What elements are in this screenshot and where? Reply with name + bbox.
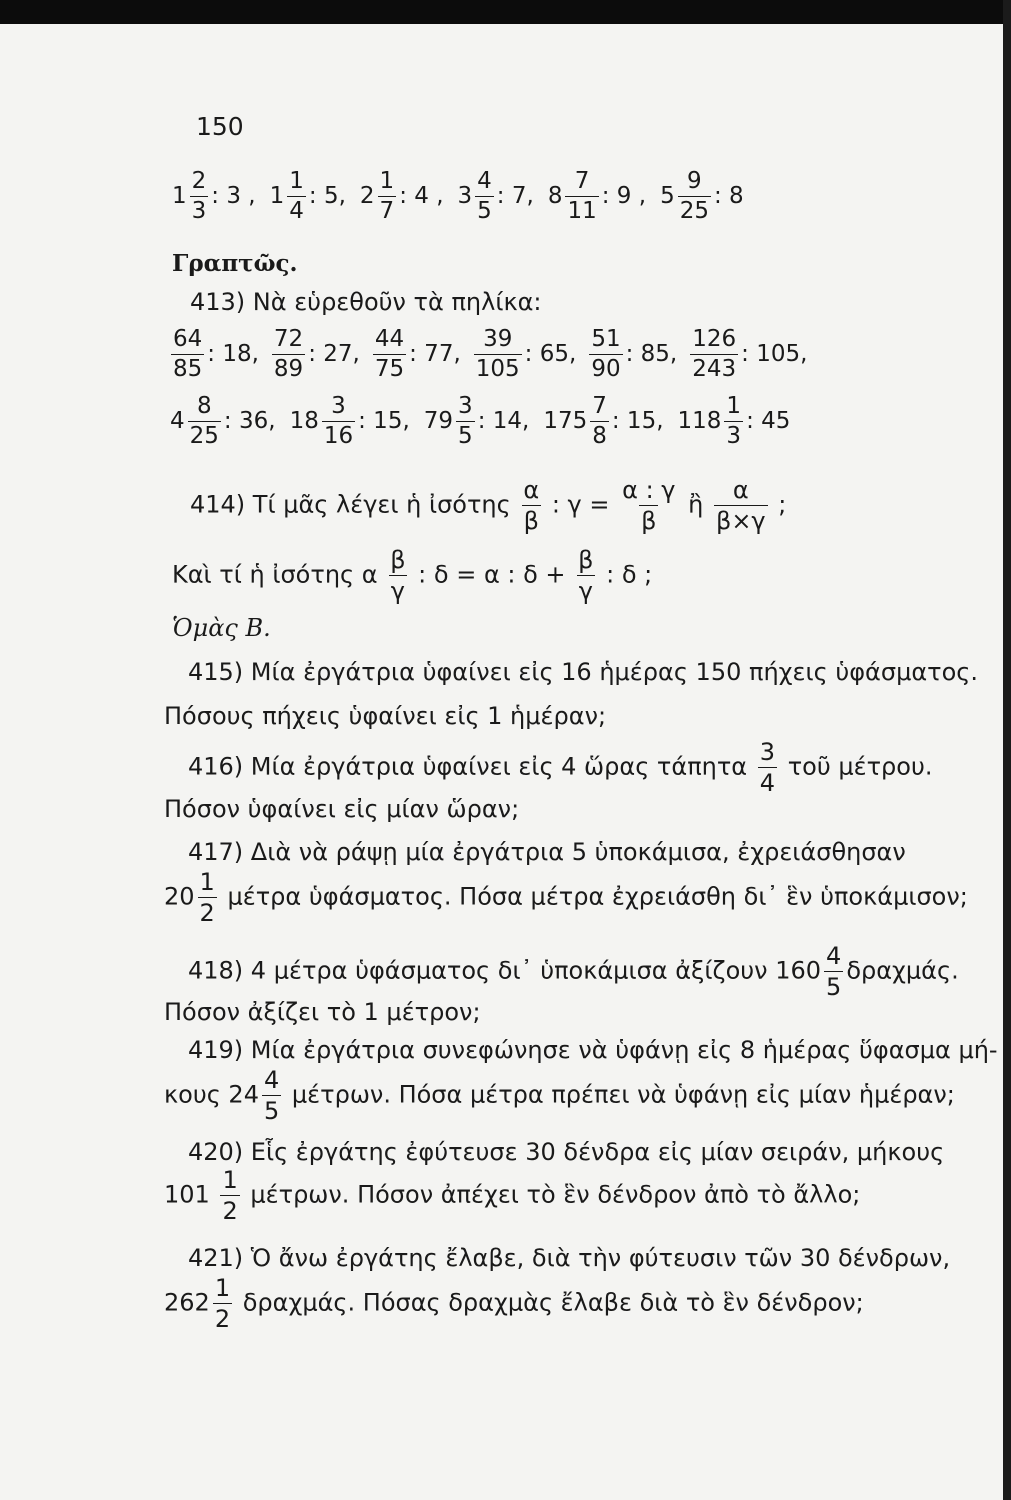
whole-number: 3 xyxy=(457,183,473,209)
divisor: : 18, xyxy=(207,341,259,367)
divisor: : 85, xyxy=(625,341,678,367)
numerator: 1 xyxy=(726,393,742,419)
denominator: 11 xyxy=(567,198,597,224)
exercise-415-line2: Πόσους πήχεις ὑφαίνει εἰς 1 ἡμέραν; xyxy=(164,702,607,730)
divisor: : 7, xyxy=(496,183,534,209)
exercise-413: 413) Νὰ εὑρεθοῦν τὰ πηλίκα: xyxy=(190,288,542,316)
exercise-416-line1: 416) Μία ἐργάτρια ὑφαίνει εἰς 4 ὥρας τάπητα $\frac{3}{4}$ τοῦ μέτρου. xyxy=(188,738,933,797)
whole-number: 1 xyxy=(172,183,187,209)
fraction xyxy=(590,395,609,448)
numerator: 1 xyxy=(289,168,304,194)
denominator: 25 xyxy=(189,423,219,449)
divisor: : 3 , xyxy=(211,183,256,209)
fraction-item xyxy=(370,326,461,382)
divisor: : 45 xyxy=(746,408,791,434)
fraction-item xyxy=(660,168,744,224)
fraction xyxy=(378,170,397,223)
divisor: : 27, xyxy=(308,341,360,367)
fraction-item xyxy=(677,393,791,449)
numerator: 8 xyxy=(196,393,212,419)
fraction: $\frac{4}{5}$ xyxy=(263,1066,280,1125)
divisor: : 5, xyxy=(308,183,346,209)
denominator: 89 xyxy=(273,356,304,382)
fraction-item xyxy=(269,168,346,224)
fraction: $\frac{1}{2}$ xyxy=(199,868,215,927)
denominator: 8 xyxy=(592,423,607,449)
exercise-416-line2: Πόσον ὑφαίνει εἰς μίαν ὥραν; xyxy=(164,795,520,823)
fraction-item xyxy=(168,326,259,382)
whole-number: 5 xyxy=(660,183,675,209)
numerator: 39 xyxy=(483,326,513,352)
fraction: $\frac{\beta}{\gamma}$ xyxy=(578,546,594,605)
fraction-item xyxy=(170,393,276,449)
fraction xyxy=(373,328,406,381)
numerator: 3 xyxy=(458,393,473,419)
exercise-421-line1: 421) Ὁ ἄνω ἐργάτης ἔλαβε, διὰ τὴν φύτευσιν τῶν 30 δένδρων, xyxy=(188,1244,951,1272)
denominator: 5 xyxy=(477,198,492,224)
divisor: : 14, xyxy=(477,408,530,434)
denominator: 5 xyxy=(458,423,473,449)
fraction xyxy=(724,395,743,448)
denominator: 4 xyxy=(289,198,304,224)
exercise-415-line1: 415) Μία ἐργάτρια ὑφαίνει εἰς 16 ἡμέρας 150 πήχεις ὑφάσματος. xyxy=(188,658,979,686)
whole-number: 8 xyxy=(547,183,563,209)
fraction: $\frac{\alpha : \gamma}{\beta}$ xyxy=(622,476,676,535)
group-heading: Ὁμὰς Β. xyxy=(172,614,271,642)
fraction xyxy=(188,395,221,448)
exercise-418-line1: 418) 4 μέτρα ὑφάσματος δι᾽ ὑποκάμισα ἀξίζουν 160 $\frac{4}{5}$ δραχμάς. xyxy=(188,942,959,1001)
denominator: 16 xyxy=(323,423,354,449)
fraction: $\frac{4}{5}$ xyxy=(826,942,842,1001)
fraction: $\frac{\beta}{\gamma}$ xyxy=(390,546,406,605)
fraction: $\frac{\alpha}{\beta}$ xyxy=(523,476,540,535)
fraction xyxy=(475,170,494,223)
fraction xyxy=(589,328,622,381)
divisor: : 15, xyxy=(358,408,410,434)
fraction xyxy=(190,170,209,223)
fraction xyxy=(474,328,522,381)
numerator: 72 xyxy=(273,326,304,352)
numerator: 64 xyxy=(173,326,203,352)
divisor: : 77, xyxy=(409,341,461,367)
denominator: 25 xyxy=(679,198,709,224)
exercise-417-line1: 417) Διὰ νὰ ράψῃ μία ἐργάτρια 5 ὑποκάμισα, ἐχρειάσθησαν xyxy=(188,838,906,866)
divisor: : 8 xyxy=(713,183,744,209)
exercise-420-line1: 420) Εἷς ἐργάτης ἐφύτευσε 30 δένδρα εἰς μίαν σειράν, μήκους xyxy=(188,1138,945,1166)
fraction: $\frac{1}{2}$ xyxy=(222,1166,238,1225)
exercise-420-line2: 101 $\frac{1}{2}$ μέτρων. Πόσον ἀπέχει τὸ ἓν δένδρον ἀπὸ τὸ ἄλλο; xyxy=(164,1166,861,1225)
fraction-item xyxy=(289,393,410,449)
divisor: : 105, xyxy=(741,341,808,367)
fraction xyxy=(565,170,598,223)
denominator: 85 xyxy=(173,356,203,382)
mixed-fraction-row xyxy=(172,170,758,223)
denominator: 3 xyxy=(191,198,207,224)
numerator: 3 xyxy=(331,393,346,419)
fraction: $\frac{\alpha}{\beta\times\gamma}$ xyxy=(716,476,766,535)
whole-number: 2 xyxy=(359,183,375,209)
fraction-item xyxy=(543,393,664,449)
fraction-item xyxy=(172,168,256,224)
fraction xyxy=(287,170,306,223)
fraction-row-413b xyxy=(170,395,804,448)
fraction-item xyxy=(471,326,577,382)
fraction-item xyxy=(359,168,444,224)
numerator: 44 xyxy=(374,326,405,352)
exercise-419-line1: 419) Μία ἐργάτρια συνεφώνησε νὰ ὑφάνῃ εἰς 8 ἡμέρας ὕφασμα μή- xyxy=(188,1036,998,1064)
fraction-item xyxy=(423,393,530,449)
whole-number: 1 xyxy=(269,183,285,209)
divisor: : 15, xyxy=(611,408,664,434)
denominator: 3 xyxy=(726,423,742,449)
denominator: 75 xyxy=(374,356,405,382)
fraction-item xyxy=(269,326,360,382)
whole-number: 18 xyxy=(289,408,319,434)
divisor: : 36, xyxy=(223,408,276,434)
numerator: 9 xyxy=(687,168,702,194)
fraction xyxy=(456,395,475,448)
fraction xyxy=(678,170,711,223)
fraction xyxy=(272,328,305,381)
fraction xyxy=(322,395,355,448)
fraction: $\frac{3}{4}$ xyxy=(759,738,776,797)
exercise-418-line2: Πόσον ἀξίζει τὸ 1 μέτρον; xyxy=(164,998,481,1026)
fraction-item xyxy=(457,168,534,224)
numerator: 7 xyxy=(592,393,607,419)
exercise-421-line2: 262 $\frac{1}{2}$ δραχμάς. Πόσας δραχμὰς ἔλαβε διὰ τὸ ἓν δένδρον; xyxy=(164,1274,864,1333)
numerator: 51 xyxy=(591,326,621,352)
section-heading: Γραπτῶς. xyxy=(172,250,298,277)
numerator: 1 xyxy=(379,168,395,194)
whole-number: 4 xyxy=(170,408,185,434)
numerator: 2 xyxy=(191,168,207,194)
divisor: : 65, xyxy=(524,341,577,367)
exercise-417-line2: 20 $\frac{1}{2}$ μέτρα ὑφάσματος. Πόσα μέτρα ἐχρειάσθη δι᾽ ἓν ὑποκάμισον; xyxy=(164,868,968,927)
fraction xyxy=(171,328,204,381)
denominator: 105 xyxy=(475,356,520,382)
fraction xyxy=(690,328,738,381)
fraction-item xyxy=(687,326,808,382)
page-number: 150 xyxy=(196,112,244,141)
denominator: 7 xyxy=(379,198,395,224)
exercise-419-line2: κους 24 $\frac{4}{5}$ μέτρων. Πόσα μέτρα πρέπει νὰ ὑφάνῃ εἰς μίαν ἡμέραν; xyxy=(164,1066,955,1125)
fraction-row-413a xyxy=(168,328,817,381)
numerator: 7 xyxy=(574,168,590,194)
denominator: 243 xyxy=(692,356,737,382)
numerator: 4 xyxy=(477,168,492,194)
exercise-414-second: Καὶ τί ἡ ἰσότης α $\frac{\beta}{\gamma}$ : δ = α : δ + $\frac{\beta}{\gamma}$ : δ ; xyxy=(172,546,653,605)
whole-number: 79 xyxy=(423,408,454,434)
whole-number: 175 xyxy=(543,408,588,434)
exercise-414: 414) Τί μᾶς λέγει ἡ ἰσότης $\frac{\alpha}{\beta}$ : γ = $\frac{\alpha : \gamma}{\beta}$ ἢ $\frac{\alpha}{\beta\times\gamma}$ ; xyxy=(190,476,787,535)
divisor: : 9 , xyxy=(601,183,647,209)
numerator: 126 xyxy=(692,326,737,352)
fraction-item xyxy=(547,168,647,224)
whole-number: 118 xyxy=(677,408,722,434)
denominator: 90 xyxy=(591,356,621,382)
divisor: : 4 , xyxy=(399,183,444,209)
fraction: $\frac{1}{2}$ xyxy=(214,1274,231,1333)
book-spine-edge xyxy=(1003,0,1011,1500)
fraction-item xyxy=(586,326,678,382)
